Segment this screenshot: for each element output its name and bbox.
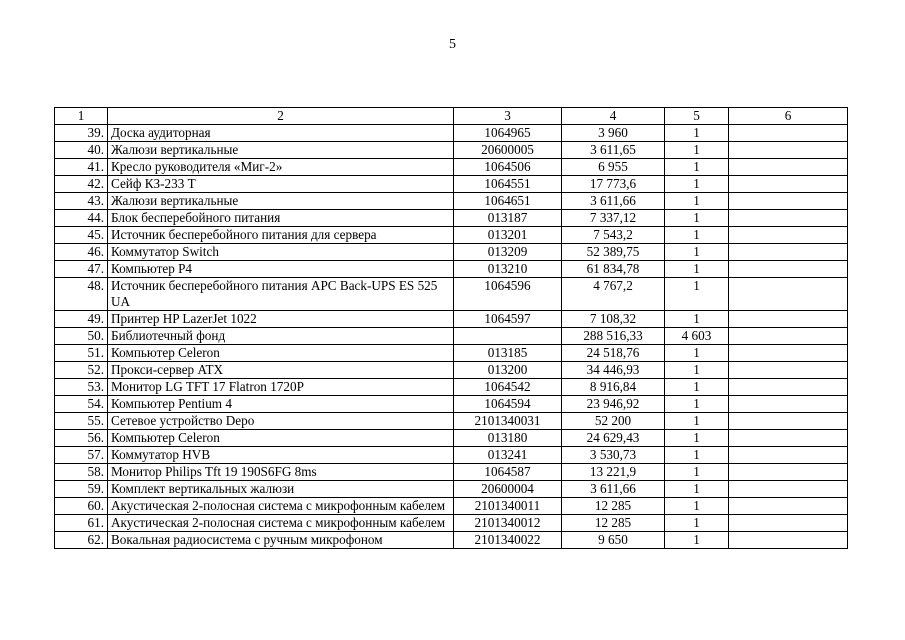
amount-cell: 52 389,75 (562, 244, 665, 261)
amount-cell: 24 518,76 (562, 345, 665, 362)
note-cell (729, 193, 848, 210)
column-header: 2 (108, 108, 454, 125)
table-header-row (55, 108, 848, 125)
row-number-cell: 62. (55, 532, 108, 549)
note-cell (729, 159, 848, 176)
amount-cell: 9 650 (562, 532, 665, 549)
note-cell (729, 532, 848, 549)
item-name-cell: Прокси-сервер ATX (108, 362, 454, 379)
amount-cell: 3 611,66 (562, 193, 665, 210)
row-number-cell: 54. (55, 396, 108, 413)
item-name-cell: Сейф КЗ-233 Т (108, 176, 454, 193)
item-name-cell: Комплект вертикальных жалюзи (108, 481, 454, 498)
amount-cell: 3 611,66 (562, 481, 665, 498)
inventory-code-cell: 20600005 (454, 142, 562, 159)
inventory-code-cell: 013200 (454, 362, 562, 379)
note-cell (729, 345, 848, 362)
quantity-cell: 1 (665, 379, 729, 396)
row-number-cell: 41. (55, 159, 108, 176)
table-row (55, 244, 848, 261)
item-name-cell: Доска аудиторная (108, 125, 454, 142)
inventory-code-cell (454, 328, 562, 345)
amount-cell: 23 946,92 (562, 396, 665, 413)
quantity-cell: 1 (665, 142, 729, 159)
quantity-cell: 1 (665, 311, 729, 328)
inventory-code-cell: 2101340031 (454, 413, 562, 430)
amount-cell: 288 516,33 (562, 328, 665, 345)
quantity-cell: 1 (665, 515, 729, 532)
quantity-cell: 4 603 (665, 328, 729, 345)
item-name-cell: Коммутатор Switch (108, 244, 454, 261)
table-row (55, 532, 848, 549)
quantity-cell: 1 (665, 125, 729, 142)
inventory-code-cell: 1064551 (454, 176, 562, 193)
note-cell (729, 498, 848, 515)
table-row (55, 125, 848, 142)
amount-cell: 6 955 (562, 159, 665, 176)
note-cell (729, 396, 848, 413)
table-row (55, 193, 848, 210)
column-header: 6 (729, 108, 848, 125)
quantity-cell: 1 (665, 176, 729, 193)
inventory-code-cell: 2101340011 (454, 498, 562, 515)
item-name-cell: Компьютер P4 (108, 261, 454, 278)
quantity-cell: 1 (665, 413, 729, 430)
note-cell (729, 125, 848, 142)
table-row (55, 142, 848, 159)
quantity-cell: 1 (665, 362, 729, 379)
table-row (55, 379, 848, 396)
table-row (55, 362, 848, 379)
item-name-cell: Вокальная радиосистема с ручным микрофоном (108, 532, 454, 549)
note-cell (729, 430, 848, 447)
inventory-code-cell: 013185 (454, 345, 562, 362)
amount-cell: 24 629,43 (562, 430, 665, 447)
table-row (55, 464, 848, 481)
table-row (55, 261, 848, 278)
item-name-cell: Монитор Philips Tft 19 190S6FG 8ms (108, 464, 454, 481)
amount-cell: 17 773,6 (562, 176, 665, 193)
quantity-cell: 1 (665, 447, 729, 464)
note-cell (729, 447, 848, 464)
table-row (55, 396, 848, 413)
quantity-cell: 1 (665, 464, 729, 481)
amount-cell: 8 916,84 (562, 379, 665, 396)
table-row (55, 413, 848, 430)
quantity-cell: 1 (665, 244, 729, 261)
amount-cell: 61 834,78 (562, 261, 665, 278)
quantity-cell: 1 (665, 261, 729, 278)
item-name-cell: Компьютер Celeron (108, 430, 454, 447)
amount-cell: 4 767,2 (562, 278, 665, 311)
note-cell (729, 261, 848, 278)
table-row (55, 481, 848, 498)
row-number-cell: 50. (55, 328, 108, 345)
row-number-cell: 49. (55, 311, 108, 328)
column-header: 4 (562, 108, 665, 125)
note-cell (729, 328, 848, 345)
page-number: 5 (449, 37, 456, 52)
inventory-code-cell: 1064587 (454, 464, 562, 481)
inventory-code-cell: 013241 (454, 447, 562, 464)
inventory-code-cell: 2101340012 (454, 515, 562, 532)
row-number-cell: 51. (55, 345, 108, 362)
item-name-cell: Коммутатор HVB (108, 447, 454, 464)
note-cell (729, 464, 848, 481)
table-row (55, 430, 848, 447)
amount-cell: 34 446,93 (562, 362, 665, 379)
quantity-cell: 1 (665, 345, 729, 362)
item-name-cell: Кресло руководителя «Миг-2» (108, 159, 454, 176)
item-name-cell: Источник бесперебойного питания APC Back-UPS ES 525 UA (108, 278, 454, 311)
note-cell (729, 142, 848, 159)
note-cell (729, 311, 848, 328)
table-row (55, 447, 848, 464)
amount-cell: 7 108,32 (562, 311, 665, 328)
item-name-cell: Принтер HP LazerJet 1022 (108, 311, 454, 328)
column-header: 5 (665, 108, 729, 125)
quantity-cell: 1 (665, 210, 729, 227)
row-number-cell: 61. (55, 515, 108, 532)
quantity-cell: 1 (665, 278, 729, 311)
row-number-cell: 55. (55, 413, 108, 430)
item-name-cell: Жалюзи вертикальные (108, 193, 454, 210)
amount-cell: 3 530,73 (562, 447, 665, 464)
row-number-cell: 40. (55, 142, 108, 159)
amount-cell: 13 221,9 (562, 464, 665, 481)
item-name-cell: Сетевое устройство Depo (108, 413, 454, 430)
inventory-table (54, 107, 848, 549)
row-number-cell: 60. (55, 498, 108, 515)
quantity-cell: 1 (665, 396, 729, 413)
quantity-cell: 1 (665, 430, 729, 447)
note-cell (729, 413, 848, 430)
row-number-cell: 53. (55, 379, 108, 396)
inventory-code-cell: 013201 (454, 227, 562, 244)
inventory-code-cell: 013210 (454, 261, 562, 278)
row-number-cell: 59. (55, 481, 108, 498)
item-name-cell: Монитор LG TFT 17 Flatron 1720P (108, 379, 454, 396)
item-name-cell: Компьютер Pentium 4 (108, 396, 454, 413)
amount-cell: 3 611,65 (562, 142, 665, 159)
note-cell (729, 379, 848, 396)
quantity-cell: 1 (665, 498, 729, 515)
item-name-cell: Жалюзи вертикальные (108, 142, 454, 159)
item-name-cell: Блок бесперебойного питания (108, 210, 454, 227)
quantity-cell: 1 (665, 227, 729, 244)
column-header: 1 (55, 108, 108, 125)
table-row (55, 498, 848, 515)
table-row (55, 515, 848, 532)
inventory-code-cell: 013180 (454, 430, 562, 447)
quantity-cell: 1 (665, 159, 729, 176)
row-number-cell: 48. (55, 278, 108, 311)
amount-cell: 7 543,2 (562, 227, 665, 244)
table-row (55, 278, 848, 311)
table-row (55, 176, 848, 193)
row-number-cell: 47. (55, 261, 108, 278)
row-number-cell: 44. (55, 210, 108, 227)
note-cell (729, 227, 848, 244)
amount-cell: 3 960 (562, 125, 665, 142)
column-header: 3 (454, 108, 562, 125)
inventory-code-cell: 1064506 (454, 159, 562, 176)
amount-cell: 7 337,12 (562, 210, 665, 227)
row-number-cell: 57. (55, 447, 108, 464)
table-row (55, 328, 848, 345)
inventory-code-cell: 1064542 (454, 379, 562, 396)
note-cell (729, 176, 848, 193)
amount-cell: 12 285 (562, 515, 665, 532)
item-name-cell: Библиотечный фонд (108, 328, 454, 345)
amount-cell: 12 285 (562, 498, 665, 515)
note-cell (729, 278, 848, 311)
row-number-cell: 52. (55, 362, 108, 379)
item-name-cell: Акустическая 2-полосная система с микрофонным кабелем (108, 498, 454, 515)
row-number-cell: 43. (55, 193, 108, 210)
inventory-code-cell: 2101340022 (454, 532, 562, 549)
table-row (55, 159, 848, 176)
row-number-cell: 39. (55, 125, 108, 142)
row-number-cell: 42. (55, 176, 108, 193)
quantity-cell: 1 (665, 532, 729, 549)
row-number-cell: 46. (55, 244, 108, 261)
row-number-cell: 45. (55, 227, 108, 244)
inventory-code-cell: 1064965 (454, 125, 562, 142)
note-cell (729, 210, 848, 227)
amount-cell: 52 200 (562, 413, 665, 430)
row-number-cell: 58. (55, 464, 108, 481)
item-name-cell: Акустическая 2-полосная система с микрофонным кабелем (108, 515, 454, 532)
inventory-code-cell: 1064651 (454, 193, 562, 210)
quantity-cell: 1 (665, 193, 729, 210)
inventory-code-cell: 013209 (454, 244, 562, 261)
table-row (55, 345, 848, 362)
inventory-code-cell: 1064596 (454, 278, 562, 311)
inventory-code-cell: 013187 (454, 210, 562, 227)
inventory-code-cell: 1064594 (454, 396, 562, 413)
item-name-cell: Компьютер Celeron (108, 345, 454, 362)
inventory-code-cell: 1064597 (454, 311, 562, 328)
item-name-cell: Источник бесперебойного питания для сервера (108, 227, 454, 244)
row-number-cell: 56. (55, 430, 108, 447)
table-row (55, 311, 848, 328)
note-cell (729, 244, 848, 261)
table-row (55, 227, 848, 244)
note-cell (729, 362, 848, 379)
inventory-code-cell: 20600004 (454, 481, 562, 498)
note-cell (729, 515, 848, 532)
table-row (55, 210, 848, 227)
quantity-cell: 1 (665, 481, 729, 498)
note-cell (729, 481, 848, 498)
